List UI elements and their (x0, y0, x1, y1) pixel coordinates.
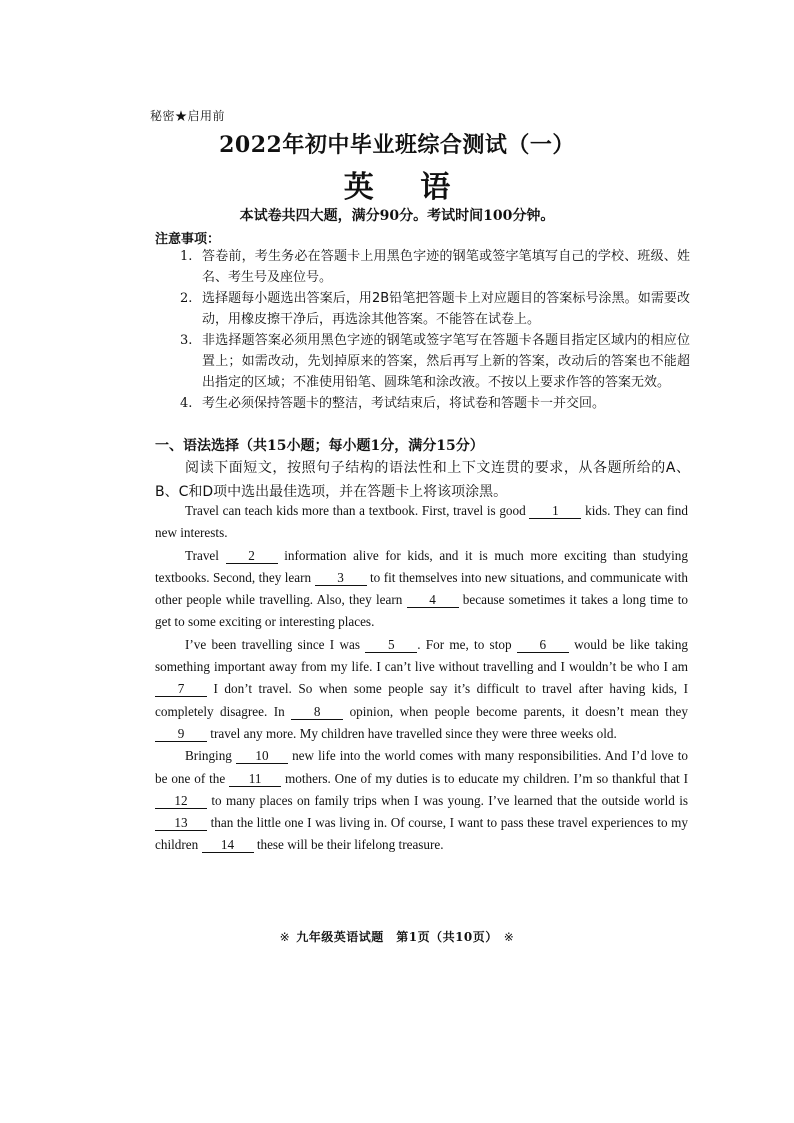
answer-blank: 7 (155, 681, 207, 697)
notices-heading: 注意事项： (155, 232, 221, 247)
notices-list (180, 246, 690, 414)
footer-mark-left: ※ (279, 930, 291, 944)
confidential-label: 秘密★启用前 (150, 109, 226, 123)
notice-item: 2. 选择题每小题选出答案后，用2B铅笔把答题卡上对应题目的答案标号涂黑。如需要改动，用橡皮擦干净后，再选涂其他答案。不能答在试卷上。 (180, 291, 690, 327)
passage-paragraph: Bringing 10 new life into the world comes with many responsibilities. And I’d love to be one of the 11 mothers. One of my duties is to educate my children. I’m so thankful that I 12 to many places on family trips when I was young. I’ve learned that the outside world is 13 than the little one I was living in. Of course, I want to pass these travel experiences to my children 14 these will be their lifelong treasure. (155, 748, 689, 853)
page-footer (0, 928, 794, 945)
exam-info: 本试卷共四大题，满分90分。考试时间100分钟。 (239, 208, 555, 224)
notice-item: 3. 非选择题答案必须用黑色字迹的钢笔或签字笔写在答题卡各题目指定区域内的相应位置上；如需改动，先划掉原来的答案，然后再写上新的答案，改动后的答案也不能超出指定的区域；不准使用铅笔、圆珠笔和涂改液。不按以上要求作答的答案无效。 (180, 333, 690, 390)
notice-item: 1. 答卷前，考生务必在答题卡上用黑色字迹的钢笔或签字笔填写自己的学校、班级、姓名、考生号及座位号。 (180, 249, 690, 285)
passage-paragraph: Travel 2 information alive for kids, and it is much more exciting than studying textbooks. Second, they learn 3 to fit themselves into new situations, and communicate with other people while travelling. Also, they learn 4 because sometimes it takes a long time to get to some exciting or interesting places. (155, 547, 688, 630)
subject-title: 英 语 (343, 170, 469, 205)
answer-blank: 3 (315, 570, 367, 586)
section-heading: 一、语法选择（共15小题；每小题1分，满分15分） (155, 438, 484, 454)
answer-blank: 10 (236, 748, 288, 764)
answer-blank: 14 (202, 837, 254, 853)
reading-passage (155, 500, 688, 857)
footer-mark-right: ※ (503, 930, 515, 944)
answer-blank: 12 (155, 793, 207, 809)
notice-item: 4. 考生必须保持答题卡的整洁，考试结束后，将试卷和答题卡一并交回。 (180, 396, 606, 411)
answer-blank: 11 (229, 771, 281, 787)
answer-blank: 5 (365, 637, 417, 653)
answer-blank: 9 (155, 726, 207, 742)
exam-title: 2022年初中毕业班综合测试（一） (219, 132, 575, 158)
passage-paragraph: I’ve been travelling since I was 5 . For me, to stop 6 would be like taking something important away from my life. I can’t live without travelling and I wouldn’t be who I am 7 I don’t travel. So when some people say it’s difficult to travel after having kids, I completely disagree. In 8 opinion, when people become parents, it doesn’t mean they 9 travel any more. My children have travelled since they were three weeks old. (155, 636, 689, 741)
answer-blank: 13 (155, 815, 207, 831)
section-instruction: 阅读下面短文，按照句子结构的语法性和上下文连贯的要求，从各题所给的A、B、C和D项中选出最佳选项，并在答题卡上将该项涂黑。 (155, 460, 690, 500)
passage-paragraph: Travel can teach kids more than a textbook. First, travel is good 1 kids. They can find new interests. (155, 503, 688, 541)
answer-blank: 6 (517, 637, 569, 653)
footer-text: 九年级英语试题 第1页（共10页） (296, 930, 498, 944)
answer-blank: 1 (529, 503, 581, 519)
answer-blank: 2 (226, 548, 278, 564)
answer-blank: 4 (407, 592, 459, 608)
answer-blank: 8 (291, 704, 343, 720)
